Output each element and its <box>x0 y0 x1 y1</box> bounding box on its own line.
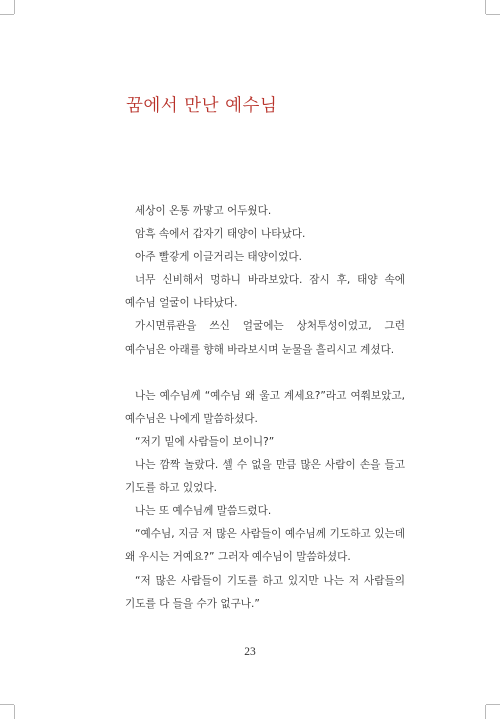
crop-mark-bottom-left-horizontal <box>0 704 14 705</box>
page-number: 23 <box>244 646 256 658</box>
crop-mark-top-left-horizontal <box>0 14 14 15</box>
paragraph: 너무 신비해서 멍하니 바라보았다. 잠시 후, 태양 속에 예수님 얼굴이 나타났다. <box>125 274 405 310</box>
paragraph: 나는 예수님께 “예수님 왜 울고 계세요?”라고 여쭤보았고, 예수님은 나에게 말씀하셨다. <box>125 389 405 425</box>
paragraph: 아주 빨갛게 이글거리는 태양이었다. <box>135 251 302 264</box>
crop-mark-bottom-right-horizontal <box>486 704 500 705</box>
paragraph: “저 많은 사람들이 기도를 하고 있지만 나는 저 사람들의 기도를 다 들을 수가 없구나.” <box>125 574 405 610</box>
paragraph: 세상이 온통 까맣고 어두웠다. <box>135 205 272 217</box>
crop-mark-top-left <box>14 0 15 14</box>
body-text <box>125 200 405 616</box>
paragraph: 나는 깜짝 놀랐다. 셀 수 없을 만큼 많은 사람이 손을 들고 기도를 하고 있었다. <box>125 459 405 495</box>
paragraph: 가시면류관을 쓰신 얼굴에는 상처투성이었고, 그런 예수님은 아래를 향해 바라보시며 눈물을 흘리시고 계셨다. <box>125 320 405 356</box>
paragraph-spacer <box>125 362 405 385</box>
crop-mark-bottom-left <box>14 705 15 719</box>
paragraph: “저기 밑에 사람들이 보이니?” <box>135 435 275 448</box>
chapter-title: 꿈에서 만난 예수님 <box>126 96 278 116</box>
paragraph: “예수님, 지금 저 많은 사람들이 예수님께 기도하고 있는데 왜 우시는 거예요?” 그러자 예수님이 말씀하셨다. <box>125 528 405 564</box>
crop-mark-bottom-right <box>485 705 486 719</box>
paragraph: 암흑 속에서 갑자기 태양이 나타났다. <box>135 228 306 241</box>
crop-mark-top-right <box>485 0 486 14</box>
paragraph: 나는 또 예수님께 말씀드렸다. <box>135 505 272 518</box>
crop-mark-top-right-horizontal <box>486 14 500 15</box>
